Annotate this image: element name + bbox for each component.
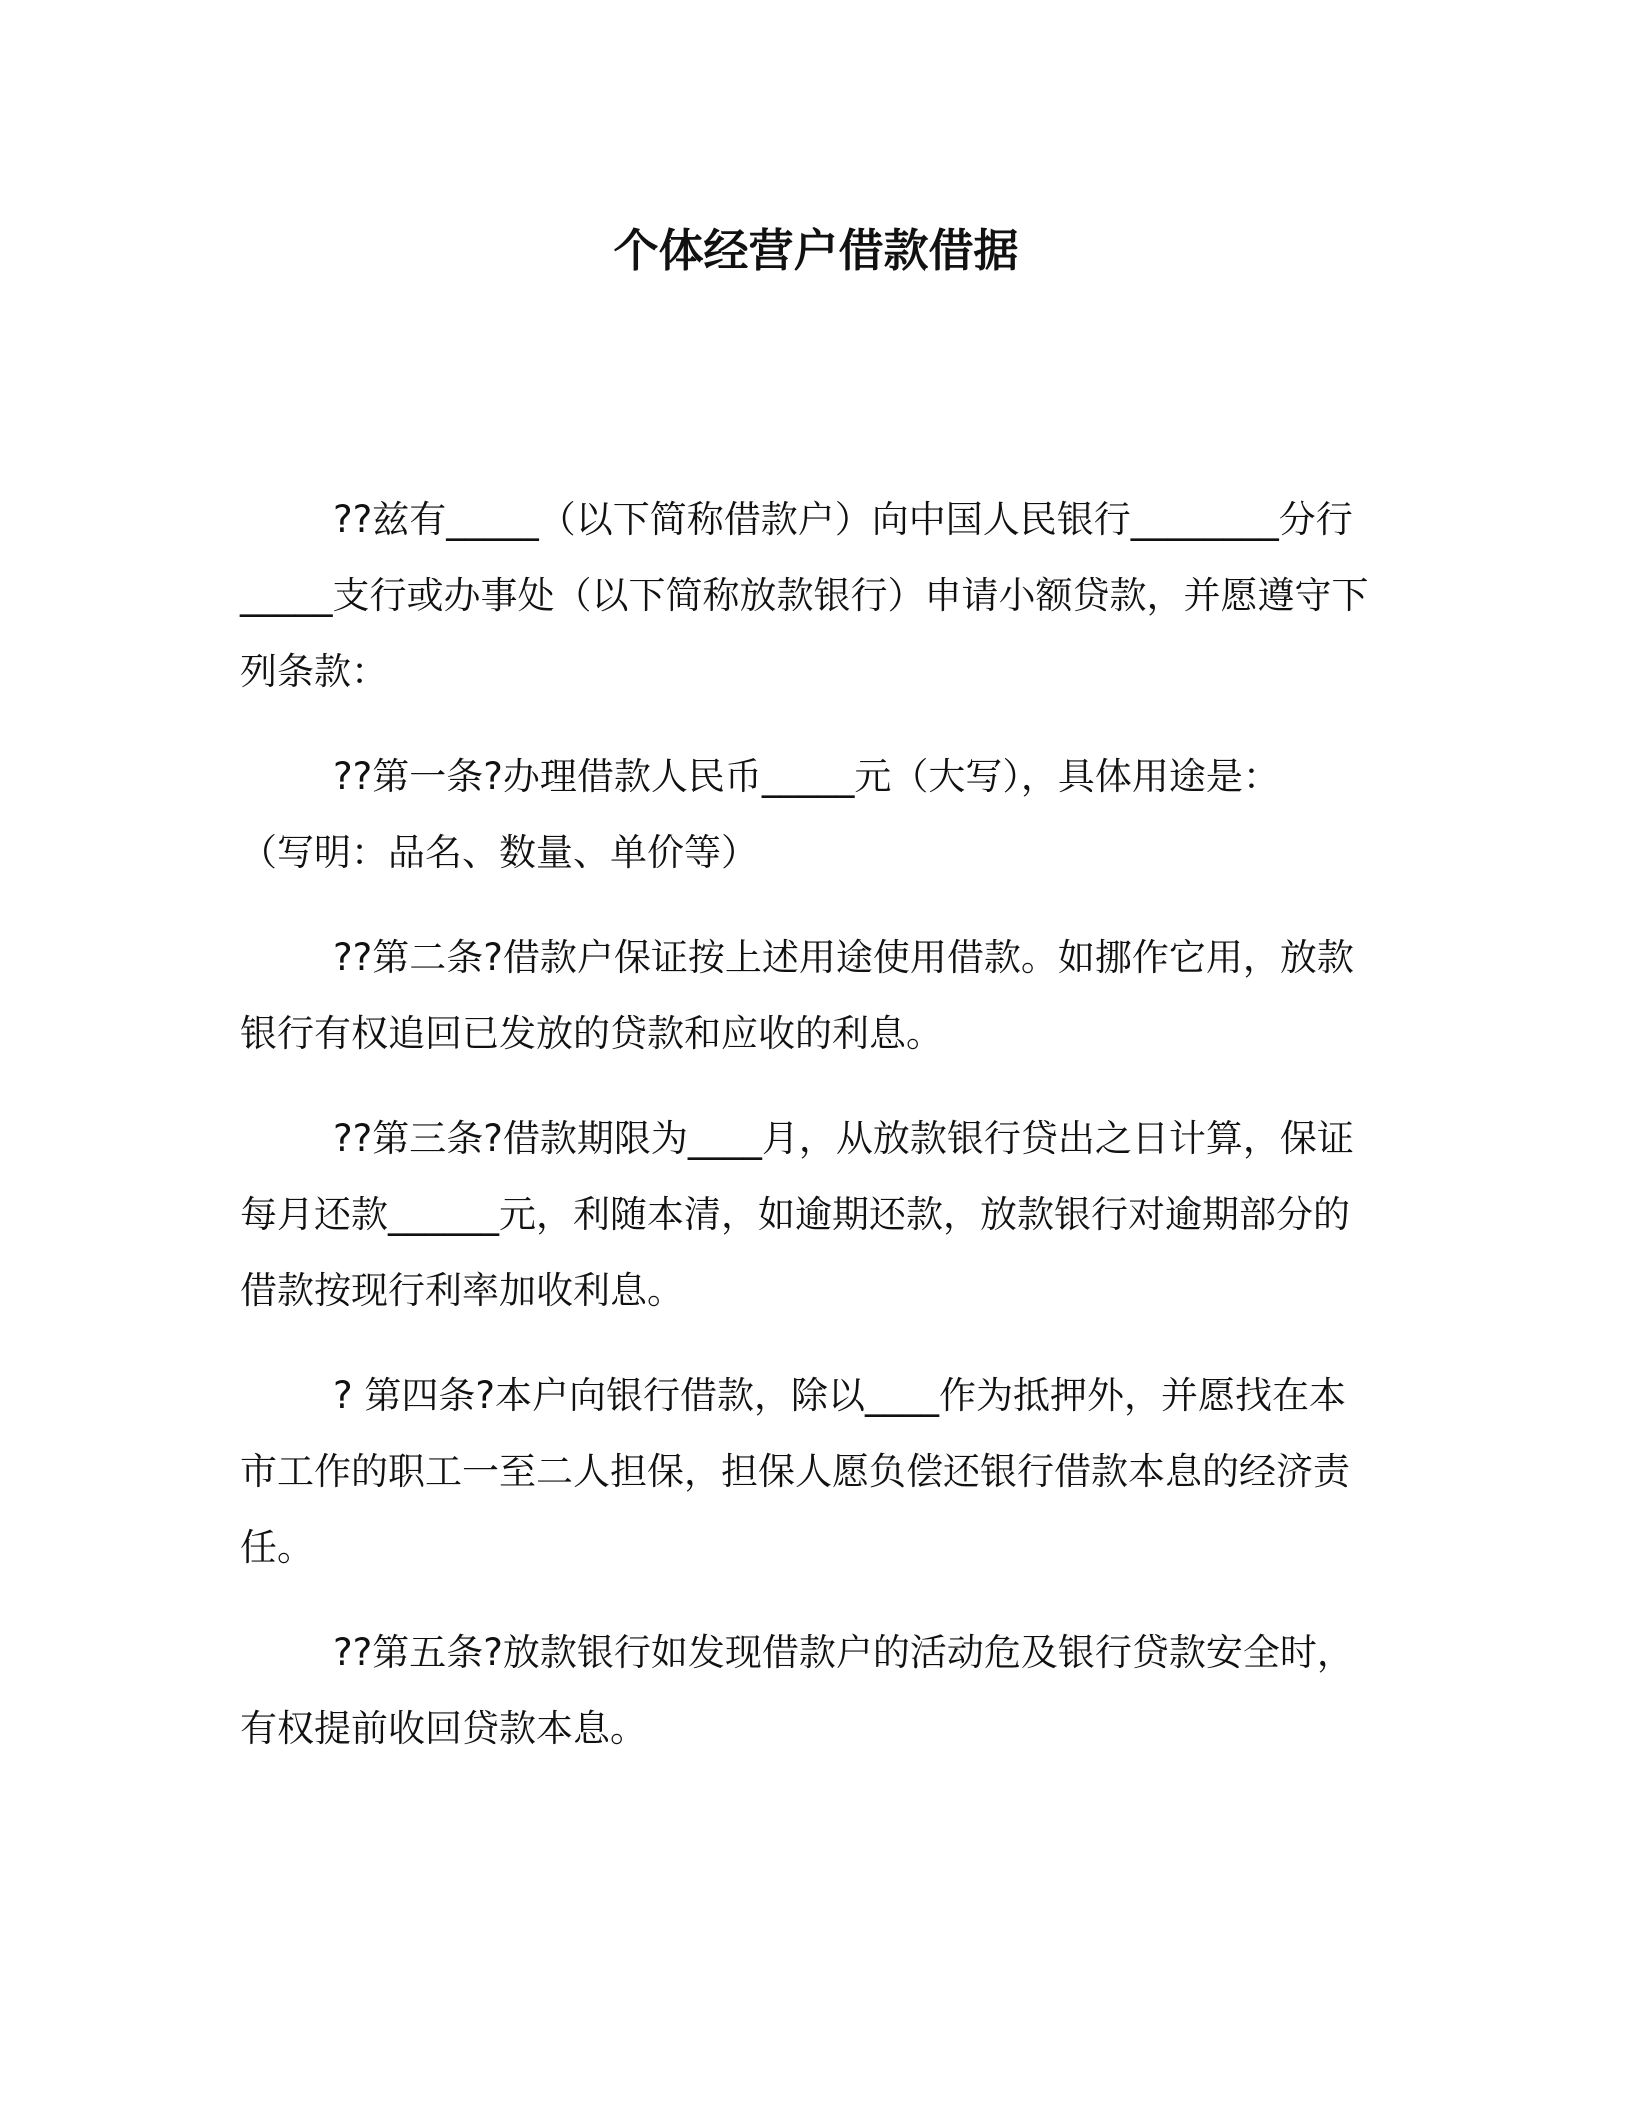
paragraph-line: ??第一条?办理借款人民币_____元（大写），具体用途是： bbox=[333, 755, 1280, 798]
paragraph-article-2 bbox=[240, 920, 1400, 1072]
paragraph-line: （写明：品名、数量、单价等） bbox=[240, 831, 758, 874]
paragraph-line: 任。 bbox=[240, 1526, 314, 1569]
paragraph-line: ??第五条?放款银行如发现借款户的活动危及银行贷款安全时， bbox=[333, 1631, 1354, 1674]
paragraph-article-4 bbox=[240, 1358, 1400, 1586]
paragraph-line: _____支行或办事处（以下简称放款银行）申请小额贷款，并愿遵守下 bbox=[240, 574, 1369, 617]
paragraph-article-1 bbox=[240, 739, 1400, 891]
paragraph-line: 有权提前收回贷款本息。 bbox=[240, 1707, 647, 1750]
paragraph-line: ??第三条?借款期限为____月，从放款银行贷出之日计算，保证 bbox=[333, 1117, 1354, 1160]
document-body bbox=[240, 482, 1400, 1796]
paragraph-line: ? 第四条?本户向银行借款，除以____作为抵押外，并愿找在本 bbox=[333, 1374, 1347, 1417]
paragraph-line: ??第二条?借款户保证按上述用途使用借款。如挪作它用，放款 bbox=[333, 936, 1354, 979]
paragraph-preamble bbox=[240, 482, 1400, 710]
paragraph-line: 每月还款______元，利随本清，如逾期还款，放款银行对逾期部分的 bbox=[240, 1193, 1350, 1236]
document-title: 个体经营户借款借据 bbox=[613, 224, 1019, 277]
paragraph-line: 列条款： bbox=[240, 650, 388, 693]
paragraph-article-3 bbox=[240, 1101, 1400, 1329]
paragraph-line: 市工作的职工一至二人担保，担保人愿负偿还银行借款本息的经济责 bbox=[240, 1450, 1350, 1493]
paragraph-line: ??兹有_____（以下简称借款户）向中国人民银行________分行 bbox=[333, 498, 1353, 541]
paragraph-article-5 bbox=[240, 1615, 1400, 1767]
paragraph-line: 借款按现行利率加收利息。 bbox=[240, 1269, 684, 1312]
paragraph-line: 银行有权追回已发放的贷款和应收的利息。 bbox=[240, 1012, 943, 1055]
